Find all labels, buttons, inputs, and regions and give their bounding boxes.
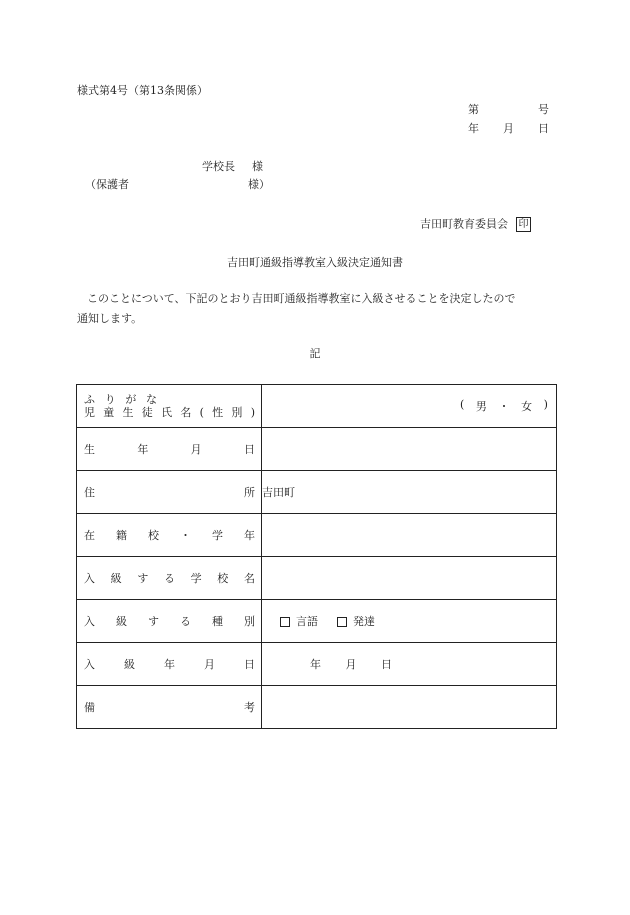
issuer [420, 217, 531, 232]
principal-honorific: 様 [252, 160, 263, 173]
enrollment-date-fields: 年 月 日 [310, 658, 392, 671]
checkbox-language[interactable] [280, 617, 290, 627]
table-row-target-school [77, 557, 557, 600]
value-remarks[interactable] [262, 686, 557, 729]
label-enrollment-date: 入 級 年 月 日 [77, 643, 262, 686]
value-enrolled-school[interactable] [262, 514, 557, 557]
doc-number-suffix: 号 [538, 103, 549, 116]
option-language: 言語 [296, 615, 318, 628]
value-birthdate[interactable] [262, 428, 557, 471]
table-row-birthdate [77, 428, 557, 471]
furigana-label: ふ り が な [84, 393, 157, 406]
issue-date-month: 月 [503, 122, 514, 135]
gender-female[interactable]: 女 [521, 400, 533, 413]
value-student-name[interactable] [262, 385, 557, 428]
label-target-school: 入 級 す る 学 校 名 [77, 557, 262, 600]
label-address: 住 所 [77, 471, 262, 514]
document-number [468, 103, 549, 117]
option-development: 発達 [353, 615, 375, 628]
principal-label: 学校長 [202, 160, 235, 173]
table-row-enrollment-type [77, 600, 557, 643]
guardian-addressee-honorific: 様） [248, 178, 270, 191]
checkbox-development[interactable] [337, 617, 347, 627]
principal-addressee [202, 160, 263, 174]
gender-field: ( 男 ・ 女 ) [460, 398, 548, 413]
guardian-addressee-open: （保護者 [85, 178, 129, 191]
label-enrolled-school: 在 籍 校 ・ 学 年 [77, 514, 262, 557]
label-student-name [77, 385, 262, 428]
student-name-label: 児 童 生 徒 氏 名 ( 性 別 ) [84, 406, 255, 419]
ki-heading: 記 [309, 347, 321, 360]
seal-stamp: 印 [516, 217, 531, 232]
table-row-name [77, 385, 557, 428]
label-enrollment-type: 入 級 す る 種 別 [77, 600, 262, 643]
body-line-2: 通知します。 [77, 312, 143, 325]
table-row-enrollment-date [77, 643, 557, 686]
label-birthdate: 生 年 月 日 [77, 428, 262, 471]
issue-date [468, 122, 549, 136]
form-number: 様式第4号（第13条関係） [77, 84, 208, 97]
body-line-1: このことについて、下記のとおり吉田町通級指導教室に入級させることを決定したので [87, 292, 516, 305]
value-address[interactable]: 吉田町 [262, 471, 557, 514]
document-title: 吉田町通級指導教室入級決定通知書 [227, 256, 403, 269]
label-remarks: 備 考 [77, 686, 262, 729]
table-row-address [77, 471, 557, 514]
issuer-name: 吉田町教育委員会 [420, 217, 508, 231]
doc-number-prefix: 第 [468, 103, 479, 116]
value-target-school[interactable] [262, 557, 557, 600]
table-row-remarks [77, 686, 557, 729]
value-enrollment-type [262, 600, 557, 643]
issue-date-year: 年 [468, 122, 479, 135]
value-enrollment-date[interactable] [262, 643, 557, 686]
application-table [76, 384, 557, 729]
issue-date-day: 日 [538, 122, 549, 135]
table-row-enrolled-school [77, 514, 557, 557]
gender-male[interactable]: 男 [475, 400, 487, 413]
